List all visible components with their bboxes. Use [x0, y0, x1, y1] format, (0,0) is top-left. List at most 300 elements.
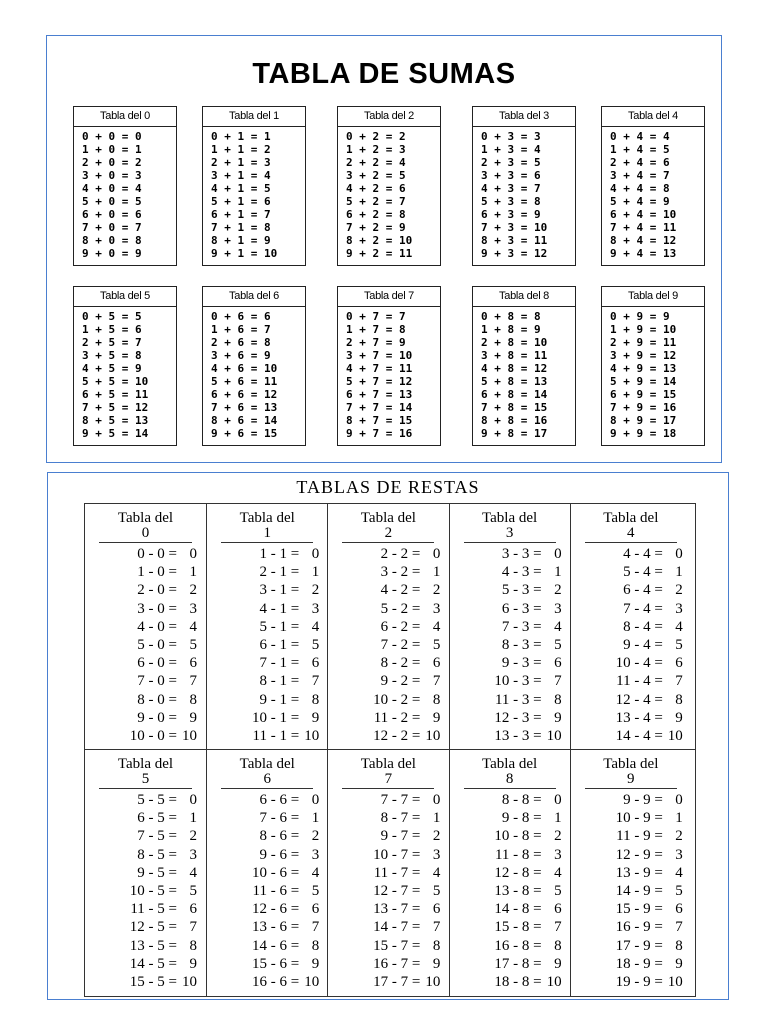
subtraction-row: [450, 955, 570, 973]
addition-row: 4 + 1 = 5: [211, 182, 271, 195]
subtraction-table-number: 6: [263, 771, 271, 787]
addition-row: 1 + 9 = 10: [610, 323, 677, 336]
subtraction-row: [571, 918, 691, 936]
subtraction-row: [450, 973, 570, 991]
subtraction-tables-panel: [47, 472, 729, 1000]
subtraction-expression: 6 - 6 =: [259, 792, 300, 808]
subtraction-result: 6: [675, 901, 683, 918]
subtraction-row: [571, 691, 691, 709]
subtraction-row: [85, 672, 206, 690]
subtraction-result: 0: [554, 792, 562, 808]
subtraction-expression: 9 - 1 =: [259, 691, 300, 708]
subtraction-expression: 8 - 3 =: [501, 636, 542, 653]
subtraction-expression: 13 - 7 =: [373, 901, 421, 918]
subtraction-row: [207, 600, 327, 618]
addition-row: 5 + 7 = 12: [346, 375, 413, 388]
addition-row: 7 + 4 = 11: [610, 221, 677, 234]
addition-row: 4 + 0 = 4: [82, 182, 142, 195]
subtraction-row: [571, 882, 691, 900]
subtraction-expression: 11 - 9 =: [616, 828, 663, 845]
subtraction-row: [85, 636, 206, 654]
addition-table-3: [472, 106, 576, 266]
subtraction-result: 0: [675, 546, 683, 562]
subtraction-row: [571, 900, 691, 918]
subtraction-expression: 15 - 9 =: [615, 901, 663, 918]
subtraction-result: 10: [182, 973, 197, 990]
subtraction-result: 7: [311, 673, 320, 690]
subtraction-row: [328, 672, 448, 690]
subtraction-result: 7: [189, 919, 197, 936]
subtraction-expression: 7 - 7 =: [380, 792, 421, 808]
addition-row: 9 + 3 = 12: [481, 247, 548, 260]
addition-row: 1 + 2 = 3: [346, 143, 406, 156]
subtraction-table-1: [206, 504, 327, 750]
subtraction-row: [328, 581, 448, 599]
subtraction-row: [571, 709, 691, 727]
addition-row: 6 + 8 = 14: [481, 388, 548, 401]
subtraction-expression: 5 - 1 =: [259, 618, 300, 635]
subtraction-result: 2: [432, 582, 441, 599]
subtraction-result: 6: [554, 655, 562, 672]
subtraction-expression: 18 - 8 =: [494, 973, 542, 990]
subtraction-expression: 7 - 1 =: [259, 655, 300, 672]
addition-table-header: Tabla del 7: [338, 287, 440, 307]
addition-rows: [473, 127, 575, 260]
subtraction-row: [207, 973, 327, 991]
subtraction-result: 2: [675, 828, 683, 845]
subtraction-result: 7: [554, 673, 562, 690]
addition-row: 8 + 8 = 16: [481, 414, 548, 427]
subtraction-row: [571, 654, 691, 672]
subtraction-title: TABLAS DE RESTAS: [296, 477, 480, 497]
subtraction-result: 1: [311, 564, 320, 581]
subtraction-result: 2: [554, 828, 562, 845]
subtraction-expression: 11 - 4 =: [616, 673, 663, 690]
addition-row: 1 + 8 = 9: [481, 323, 541, 336]
addition-table-8: [472, 286, 576, 446]
subtraction-row: [450, 563, 570, 581]
subtraction-result: 8: [675, 937, 683, 954]
subtraction-row: [450, 618, 570, 636]
subtraction-expression: 5 - 3 =: [501, 582, 542, 599]
subtraction-row: [450, 672, 570, 690]
subtraction-expression: 10 - 5 =: [129, 882, 177, 899]
subtraction-result: 6: [189, 655, 197, 672]
subtraction-row: [207, 545, 327, 563]
subtraction-row: [328, 900, 448, 918]
addition-row: 1 + 1 = 2: [211, 143, 271, 156]
addition-row: 7 + 5 = 12: [82, 401, 149, 414]
subtraction-expression: 13 - 5 =: [129, 937, 177, 954]
subtraction-row: [207, 809, 327, 827]
subtraction-result: 8: [432, 691, 441, 708]
subtraction-row: [85, 937, 206, 955]
subtraction-expression: 8 - 6 =: [259, 828, 300, 845]
subtraction-expression: 5 - 2 =: [380, 600, 421, 617]
subtraction-row: [571, 937, 691, 955]
subtraction-expression: 2 - 1 =: [259, 564, 300, 581]
subtraction-result: 9: [189, 709, 197, 726]
subtraction-expression: 0 - 0 =: [137, 546, 177, 562]
subtraction-expression: 4 - 4 =: [623, 546, 663, 562]
subtraction-result: 2: [432, 828, 441, 845]
addition-row: 4 + 4 = 8: [610, 182, 670, 195]
subtraction-result: 5: [432, 636, 441, 653]
subtraction-row: [207, 955, 327, 973]
subtraction-expression: 8 - 5 =: [137, 846, 177, 863]
subtraction-row: [207, 581, 327, 599]
subtraction-row: [207, 654, 327, 672]
subtraction-row: [328, 727, 448, 745]
subtraction-result: 2: [189, 582, 197, 599]
subtraction-result: 9: [554, 709, 562, 726]
subtraction-expression: 9 - 8 =: [501, 810, 542, 827]
subtraction-result: 6: [311, 901, 320, 918]
addition-row: 2 + 0 = 2: [82, 156, 142, 169]
subtraction-row: [571, 791, 691, 809]
subtraction-row: [450, 654, 570, 672]
subtraction-result: 2: [311, 582, 320, 599]
subtraction-row: [207, 636, 327, 654]
subtraction-result: 1: [554, 564, 562, 581]
subtraction-row: [450, 636, 570, 654]
subtraction-expression: 6 - 5 =: [137, 810, 177, 827]
addition-rows: [338, 127, 440, 260]
subtraction-table-label: Tabla del: [117, 510, 174, 526]
subtraction-expression: 8 - 4 =: [623, 618, 663, 635]
subtraction-row: [328, 973, 448, 991]
subtraction-row: [571, 809, 691, 827]
subtraction-expression: 10 - 3 =: [494, 673, 542, 690]
subtraction-result: 3: [189, 846, 197, 863]
addition-row: 0 + 3 = 3: [481, 130, 541, 143]
subtraction-expression: 12 - 8 =: [494, 864, 542, 881]
subtraction-expression: 3 - 1 =: [259, 582, 300, 599]
addition-row: 6 + 3 = 9: [481, 208, 541, 221]
subtraction-result: 0: [432, 546, 441, 562]
subtraction-expression: 11 - 2 =: [373, 709, 421, 726]
subtraction-expression: 8 - 2 =: [380, 655, 421, 672]
addition-row: 3 + 6 = 9: [211, 349, 271, 362]
addition-row: 8 + 1 = 9: [211, 234, 271, 247]
subtraction-result: 10: [546, 727, 562, 744]
addition-row: 2 + 1 = 3: [211, 156, 271, 169]
subtraction-result: 2: [675, 582, 683, 599]
addition-row: 9 + 6 = 15: [211, 427, 278, 440]
subtraction-expression: 7 - 6 =: [259, 810, 300, 827]
subtraction-result: 6: [554, 901, 562, 918]
addition-row: 7 + 3 = 10: [481, 221, 548, 234]
subtraction-expression: 16 - 9 =: [615, 919, 663, 936]
addition-row: 6 + 0 = 6: [82, 208, 142, 221]
addition-row: 4 + 2 = 6: [346, 182, 406, 195]
subtraction-row: [571, 563, 691, 581]
subtraction-row: [450, 691, 570, 709]
addition-row: 8 + 7 = 15: [346, 414, 413, 427]
addition-row: 6 + 4 = 10: [610, 208, 677, 221]
subtraction-expression: 2 - 2 =: [380, 546, 421, 562]
addition-rows: [602, 127, 704, 260]
subtraction-table-2: [327, 504, 448, 750]
addition-row: 4 + 7 = 11: [346, 362, 413, 375]
subtraction-row: [328, 600, 448, 618]
subtraction-row: [328, 827, 448, 845]
addition-table-header: Tabla del 9: [602, 287, 704, 307]
addition-row: 9 + 9 = 18: [610, 427, 677, 440]
subtraction-result: 10: [667, 727, 683, 744]
subtraction-expression: 1 - 1 =: [259, 546, 300, 562]
subtraction-row: [328, 864, 448, 882]
subtraction-expression: 2 - 0 =: [137, 582, 177, 599]
header-underline: [221, 788, 313, 789]
subtraction-expression: 4 - 2 =: [380, 582, 421, 599]
addition-row: 4 + 9 = 13: [610, 362, 677, 375]
subtraction-result: 7: [554, 919, 562, 936]
subtraction-expression: 5 - 0 =: [137, 636, 177, 653]
subtraction-expression: 9 - 9 =: [623, 792, 663, 808]
subtraction-expression: 11 - 1 =: [252, 727, 300, 744]
addition-row: 8 + 3 = 11: [481, 234, 548, 247]
addition-row: 3 + 7 = 10: [346, 349, 413, 362]
subtraction-table-number: 3: [505, 525, 514, 541]
addition-row: 6 + 5 = 11: [82, 388, 149, 401]
subtraction-result: 9: [311, 955, 320, 972]
subtraction-result: 4: [432, 618, 441, 635]
subtraction-result: 7: [189, 673, 197, 690]
addition-row: 1 + 5 = 6: [82, 323, 142, 336]
subtraction-result: 9: [432, 955, 441, 972]
subtraction-row: [207, 727, 327, 745]
subtraction-expression: 17 - 9 =: [615, 937, 663, 954]
subtraction-row: [571, 636, 691, 654]
addition-row: 3 + 0 = 3: [82, 169, 142, 182]
addition-row: 0 + 0 = 0: [82, 130, 142, 143]
subtraction-table-label: Tabla del: [360, 510, 416, 526]
subtraction-table-label: Tabla del: [117, 756, 174, 772]
header-underline: [342, 788, 434, 789]
addition-tables-panel: [46, 35, 722, 463]
addition-row: 3 + 3 = 6: [481, 169, 541, 182]
subtraction-row: [207, 900, 327, 918]
subtraction-expression: 14 - 7 =: [373, 919, 421, 936]
subtraction-expression: 11 - 3 =: [494, 691, 542, 708]
subtraction-grid: [84, 503, 696, 997]
subtraction-expression: 12 - 6 =: [251, 901, 300, 918]
subtraction-result: 3: [311, 846, 320, 863]
addition-row: 2 + 7 = 9: [346, 336, 406, 349]
subtraction-row: [85, 563, 206, 581]
subtraction-table-3: [449, 504, 570, 750]
subtraction-result: 1: [675, 810, 683, 827]
addition-row: 7 + 8 = 15: [481, 401, 548, 414]
subtraction-row: [328, 882, 448, 900]
subtraction-result: 10: [546, 973, 562, 990]
subtraction-expression: 7 - 5 =: [137, 828, 177, 845]
subtraction-row: [328, 545, 448, 563]
addition-row: 8 + 2 = 10: [346, 234, 413, 247]
subtraction-table-number: 0: [141, 525, 150, 541]
subtraction-result: 9: [675, 709, 683, 726]
addition-row: 9 + 4 = 13: [610, 247, 677, 260]
addition-row: 3 + 1 = 4: [211, 169, 271, 182]
subtraction-row: [207, 918, 327, 936]
subtraction-row: [328, 654, 448, 672]
subtraction-expression: 6 - 0 =: [137, 655, 177, 672]
subtraction-result: 5: [311, 882, 320, 899]
subtraction-expression: 13 - 6 =: [251, 919, 300, 936]
subtraction-result: 4: [554, 618, 562, 635]
addition-row: 1 + 3 = 4: [481, 143, 541, 156]
subtraction-result: 0: [675, 792, 683, 808]
subtraction-result: 1: [554, 810, 562, 827]
subtraction-result: 8: [189, 937, 197, 954]
subtraction-expression: 16 - 7 =: [373, 955, 421, 972]
subtraction-expression: 7 - 3 =: [501, 618, 542, 635]
subtraction-expression: 12 - 5 =: [129, 919, 177, 936]
addition-row: 6 + 7 = 13: [346, 388, 413, 401]
subtraction-expression: 9 - 5 =: [137, 864, 177, 881]
subtraction-table-label: Tabla del: [239, 756, 295, 772]
addition-row: 9 + 2 = 11: [346, 247, 413, 260]
subtraction-result: 0: [432, 792, 441, 808]
subtraction-result: 6: [432, 655, 441, 672]
subtraction-result: 9: [311, 709, 320, 726]
subtraction-result: 7: [675, 919, 683, 936]
addition-rows: [473, 307, 575, 440]
addition-row: 5 + 0 = 5: [82, 195, 142, 208]
subtraction-result: 8: [554, 937, 562, 954]
addition-table-header: Tabla del 0: [74, 107, 176, 127]
addition-table-header: Tabla del 2: [338, 107, 440, 127]
subtraction-row: [207, 618, 327, 636]
subtraction-result: 8: [311, 937, 320, 954]
subtraction-table-9: [570, 750, 691, 996]
addition-row: 7 + 6 = 13: [211, 401, 278, 414]
subtraction-row: [450, 809, 570, 827]
subtraction-table-5: [85, 750, 206, 996]
addition-row: 5 + 9 = 14: [610, 375, 677, 388]
subtraction-result: 4: [311, 618, 320, 635]
subtraction-result: 8: [189, 691, 197, 708]
addition-table-header: Tabla del 6: [203, 287, 305, 307]
subtraction-result: 0: [189, 546, 197, 562]
addition-row: 5 + 2 = 7: [346, 195, 406, 208]
addition-table-1: [202, 106, 306, 266]
subtraction-expression: 6 - 3 =: [501, 600, 542, 617]
subtraction-expression: 8 - 8 =: [501, 792, 542, 808]
subtraction-result: 0: [311, 792, 320, 808]
addition-rows: [74, 307, 176, 440]
header-underline: [99, 542, 192, 543]
addition-table-7: [337, 286, 441, 446]
subtraction-expression: 12 - 7 =: [373, 882, 421, 899]
addition-table-5: [73, 286, 177, 446]
subtraction-expression: 9 - 0 =: [137, 709, 177, 726]
addition-row: 2 + 9 = 11: [610, 336, 677, 349]
subtraction-table-number: 7: [384, 771, 393, 787]
subtraction-result: 4: [311, 864, 320, 881]
addition-row: 8 + 5 = 13: [82, 414, 149, 427]
subtraction-result: 3: [554, 600, 562, 617]
addition-row: 0 + 2 = 2: [346, 130, 406, 143]
header-underline: [99, 788, 192, 789]
addition-row: 0 + 1 = 1: [211, 130, 271, 143]
subtraction-result: 3: [432, 846, 441, 863]
subtraction-result: 7: [675, 673, 683, 690]
subtraction-expression: 19 - 9 =: [615, 973, 663, 990]
subtraction-result: 5: [675, 636, 683, 653]
subtraction-table-number: 5: [141, 771, 150, 787]
subtraction-table-label: Tabla del: [603, 756, 659, 772]
subtraction-row: [571, 846, 691, 864]
addition-row: 4 + 8 = 12: [481, 362, 548, 375]
addition-row: 9 + 0 = 9: [82, 247, 142, 260]
addition-row: 2 + 3 = 5: [481, 156, 541, 169]
subtraction-result: 0: [311, 546, 320, 562]
subtraction-row: [571, 672, 691, 690]
addition-row: 3 + 5 = 8: [82, 349, 142, 362]
subtraction-expression: 15 - 5 =: [129, 973, 177, 990]
subtraction-table-label: Tabla del: [360, 756, 416, 772]
subtraction-result: 9: [432, 709, 441, 726]
subtraction-result: 2: [311, 828, 320, 845]
subtraction-row: [571, 600, 691, 618]
subtraction-table-number: 4: [627, 525, 635, 541]
subtraction-expression: 14 - 4 =: [615, 727, 663, 744]
subtraction-result: 1: [675, 564, 683, 581]
addition-row: 7 + 2 = 9: [346, 221, 406, 234]
addition-row: 6 + 1 = 7: [211, 208, 271, 221]
subtraction-row: [571, 864, 691, 882]
subtraction-expression: 1 - 0 =: [137, 564, 177, 581]
subtraction-result: 3: [554, 846, 562, 863]
subtraction-expression: 10 - 0 =: [129, 727, 177, 744]
addition-row: 9 + 7 = 16: [346, 427, 413, 440]
addition-row: 5 + 5 = 10: [82, 375, 149, 388]
addition-row: 5 + 1 = 6: [211, 195, 271, 208]
addition-row: 8 + 6 = 14: [211, 414, 278, 427]
subtraction-result: 9: [675, 955, 683, 972]
subtraction-expression: 14 - 5 =: [129, 955, 177, 972]
subtraction-result: 3: [675, 600, 683, 617]
subtraction-expression: 9 - 4 =: [623, 636, 663, 653]
subtraction-result: 2: [554, 582, 562, 599]
subtraction-result: 5: [189, 636, 197, 653]
subtraction-result: 5: [432, 882, 441, 899]
addition-row: 5 + 8 = 13: [481, 375, 548, 388]
subtraction-result: 10: [182, 727, 197, 744]
addition-table-header: Tabla del 4: [602, 107, 704, 127]
subtraction-result: 3: [189, 600, 197, 617]
addition-row: 0 + 9 = 9: [610, 310, 670, 323]
subtraction-row: [207, 709, 327, 727]
subtraction-expression: 16 - 8 =: [494, 937, 542, 954]
subtraction-result: 0: [189, 792, 197, 808]
subtraction-result: 5: [675, 882, 683, 899]
subtraction-result: 4: [189, 618, 197, 635]
subtraction-row: [571, 545, 691, 563]
subtraction-result: 4: [432, 864, 441, 881]
header-underline: [221, 542, 313, 543]
subtraction-expression: 9 - 2 =: [380, 673, 421, 690]
addition-title: TABLA DE SUMAS: [252, 58, 516, 90]
addition-row: 7 + 9 = 16: [610, 401, 677, 414]
subtraction-row: [85, 581, 206, 599]
subtraction-row: [85, 727, 206, 745]
addition-row: 9 + 8 = 17: [481, 427, 548, 440]
subtraction-row: [328, 918, 448, 936]
addition-row: 8 + 0 = 8: [82, 234, 142, 247]
